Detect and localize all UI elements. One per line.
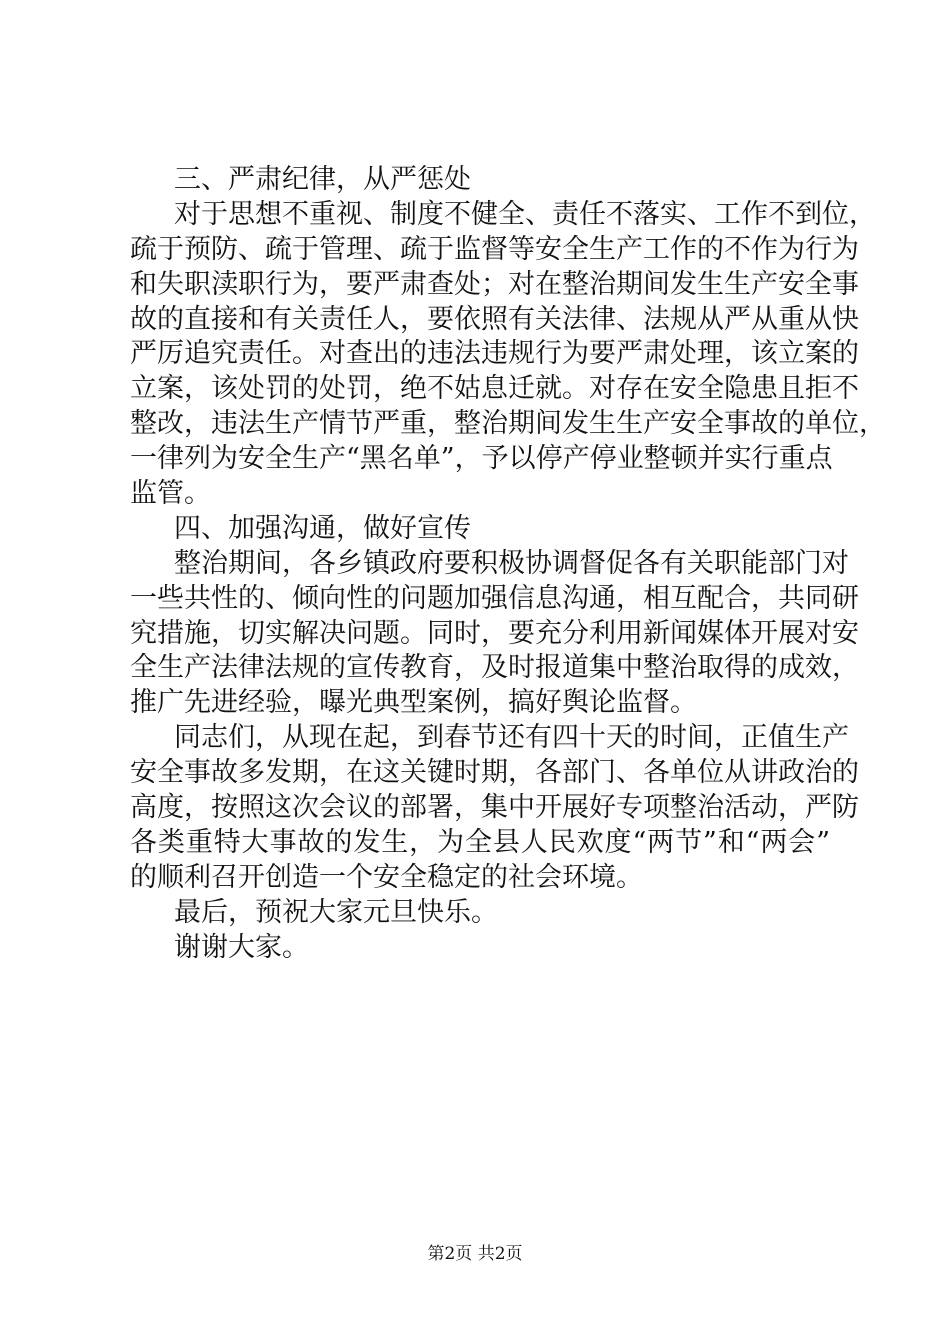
paragraph-line: 立案，该处罚的处罚，绝不姑息迁就。对存在安全隐患且拒不 [130, 373, 859, 405]
paragraph-line: 究措施，切实解决问题。同时，要充分利用新闻媒体开展对安 [130, 617, 859, 649]
paragraph-line: 全生产法律法规的宣传教育，及时报道集中整治取得的成效， [130, 652, 859, 684]
paragraph-line: 和失职渎职行为，要严肃查处；对在整治期间发生生产安全事 [130, 268, 859, 300]
paragraph-line: 对于思想不重视、制度不健全、责任不落实、工作不到位， [174, 198, 876, 230]
paragraph-line: 一些共性的、倾向性的问题加强信息沟通，相互配合，共同研 [130, 582, 859, 614]
page-number: 第2页 共2页 [427, 1244, 523, 1264]
paragraph-line: 高度，按照这次会议的部署，集中开展好专项整治活动，严防 [130, 792, 859, 824]
closing-thanks: 谢谢大家。 [174, 931, 309, 963]
paragraph-line: 严厉追究责任。对查出的违法违规行为要严肃处理，该立案的 [130, 338, 859, 370]
closing-wishes: 最后，预祝大家元旦快乐。 [174, 896, 498, 928]
paragraph-line: 安全事故多发期，在这关键时期，各部门、各单位从讲政治的 [130, 757, 859, 789]
section-heading-communication: 四、加强沟通，做好宣传 [174, 512, 471, 544]
paragraph-line: 推广先进经验，曝光典型案例，搞好舆论监督。 [130, 687, 697, 719]
paragraph-line: 整治期间，各乡镇政府要积极协调督促各有关职能部门对 [174, 547, 849, 579]
paragraph-line: 疏于预防、疏于管理、疏于监督等安全生产工作的不作为行为 [130, 233, 859, 265]
document-body [130, 163, 886, 965]
paragraph-line: 故的直接和有关责任人，要依照有关法律、法规从严从重从快 [130, 303, 859, 335]
paragraph-line: 一律列为安全生产“黑名单”，予以停产停业整顿并实行重点 [130, 443, 833, 475]
paragraph-line: 监管。 [130, 478, 211, 510]
paragraph-line: 各类重特大事故的发生，为全县人民欢度“两节”和“两会” [130, 826, 830, 858]
paragraph-line: 整改，违法生产情节严重，整治期间发生生产安全事故的单位， [130, 408, 886, 440]
paragraph-line: 的顺利召开创造一个安全稳定的社会环境。 [130, 861, 643, 893]
section-heading-discipline: 三、严肃纪律，从严惩处 [174, 164, 471, 195]
paragraph-line: 同志们，从现在起，到春节还有四十天的时间，正值生产 [174, 722, 849, 754]
